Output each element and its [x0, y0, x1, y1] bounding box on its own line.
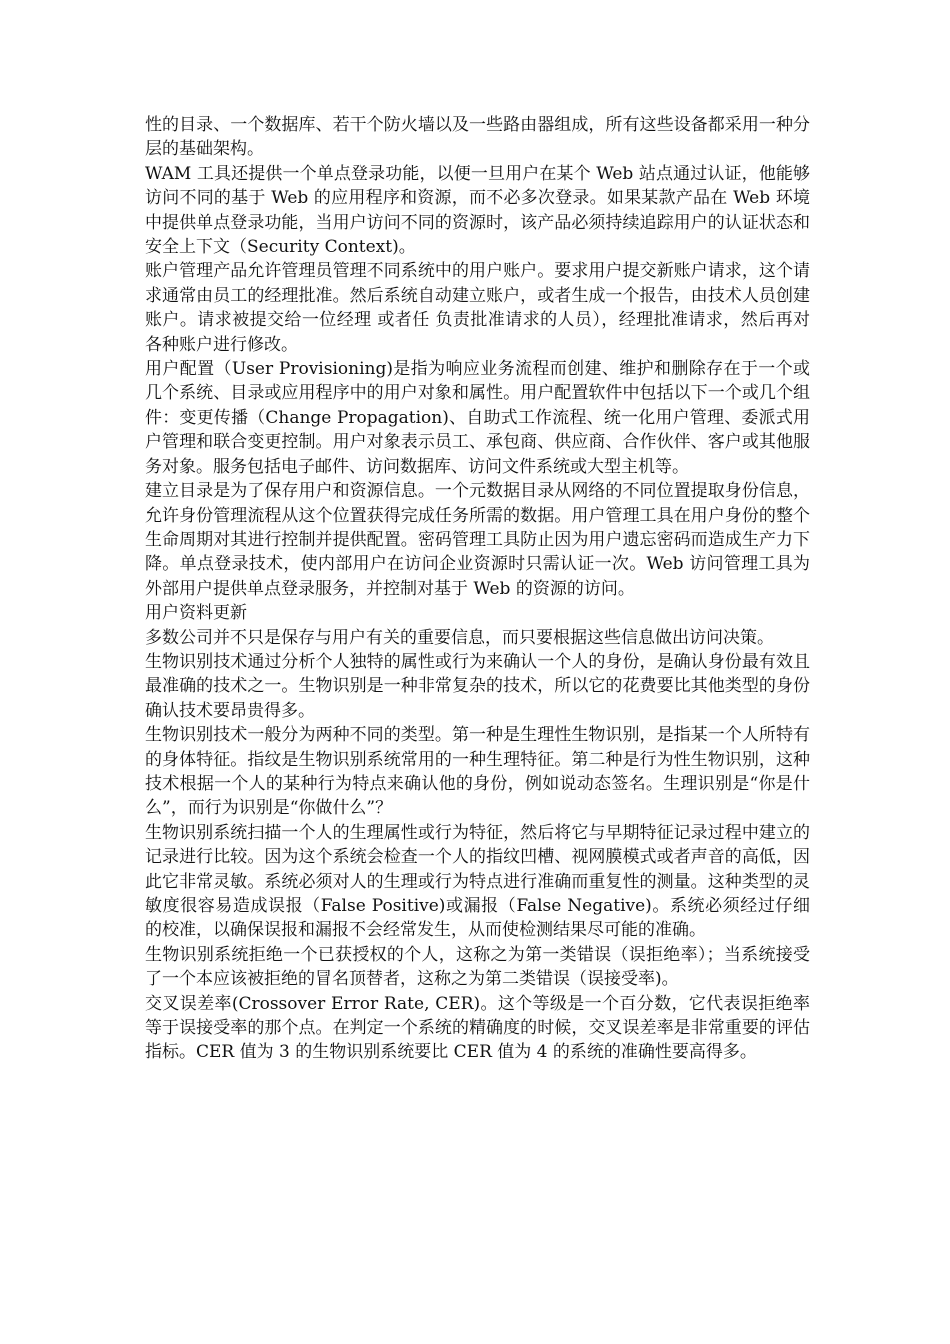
paragraph-wam-sso: WAM 工具还提供一个单点登录功能，以便一旦用户在某个 Web 站点通过认证，他能够访问不同的基于 Web 的应用程序和资源，而不必多次登录。如果某款产品在 Web 环境中提供单点登录功能，当用户访问不同的资源时，该产品必须持续追踪用户的认证状态和安全上下文（Security Context)。 [145, 163, 810, 258]
paragraph-error-types: 生物识别系统拒绝一个已获授权的个人，这称之为第一类错误（误拒绝率）；当系统接受了一个本应该被拒绝的冒名顶替者，这称之为第二类错误（误接受率)。 [145, 944, 810, 990]
paragraph-biometrics-intro: 生物识别技术通过分析个人独特的属性或行为来确认一个人的身份，是确认身份最有效且最准确的技术之一。生物识别是一种非常复杂的技术，所以它的花费要比其他类型的身份确认技术要昂贵得多。 [145, 651, 810, 721]
paragraph-user-provisioning: 用户配置（User Provisioning)是指为响应业务流程而创建、维护和删除存在于一个或几个系统、目录或应用程序中的用户对象和属性。用户配置软件中包括以下一个或几个组件：变更传播（Change Propagation)、自助式工作流程、统一化用户管理、委派式用户管理和联合变更控制。用户对象表示员工、承包商、供应商、合作伙伴、客户或其他服务对象。服务包括电子邮件、访问数据库、访问文件系统或大型主机等。 [145, 359, 810, 477]
paragraph-biometrics-scanning: 生物识别系统扫描一个人的生理属性或行为特征，然后将它与早期特征记录过程中建立的记录进行比较。因为这个系统会检查一个人的指纹凹槽、视网膜模式或者声音的高低，因此它非常灵敏。系统必须对人的生理或行为特点进行准确而重复性的测量。这种类型的灵敏度很容易造成误报（False Positive)或漏报（False Negative)。系统必须经过仔细的校准，以确保误报和漏报不会经常发生，从而使检测结果尽可能的准确。 [145, 822, 810, 941]
paragraph-profile-update: 多数公司并不只是保存与用户有关的重要信息，而只要根据这些信息做出访问决策。 [145, 627, 774, 648]
paragraph-account-management: 账户管理产品允许管理员管理不同系统中的用户账户。要求用户提交新账户请求，这个请求通常由员工的经理批准。然后系统自动建立账户，或者生成一个报告，由技术人员创建账户。请求被提交给一位经理 或者任 负责批准请求的人员），经理批准请求，然后再对各种账户进行修改。 [145, 261, 810, 355]
paragraph-directory: 建立目录是为了保存用户和资源信息。一个元数据目录从网络的不同位置提取身份信息，允许身份管理流程从这个位置获得完成任务所需的数据。用户管理工具在用户身份的整个生命周期对其进行控制并提供配置。密码管理工具防止因为用户遗忘密码而造成生产力下降。单点登录技术，使内部用户在访问企业资源时只需认证一次。Web 访问管理工具为外部用户提供单点登录服务，并控制对基于 Web 的资源的访问。 [145, 481, 810, 599]
paragraph-biometrics-types: 生物识别技术一般分为两种不同的类型。第一种是生理性生物识别，是指某一个人所特有的身体特征。指纹是生物识别系统常用的一种生理特征。第二种是行为性生物识别，这种技术根据一个人的某种行为特点来确认他的身份，例如说动态签名。生理识别是“你是什么”，而行为识别是“你做什么”？ [145, 725, 810, 819]
paragraph-cer: 交叉误差率(Crossover Error Rate, CER)。这个等级是一个百分数，它代表误拒绝率等于误接受率的那个点。在判定一个系统的精确度的时候，交叉误差率是非常重要的评估指标。CER 值为 3 的生物识别系统要比 CER 值为 4 的系统的准确性要高得多。 [145, 993, 810, 1063]
section-heading-profile-update: 用户资料更新 [145, 603, 247, 624]
document-body [145, 113, 810, 1065]
paragraph-architecture: 性的目录、一个数据库、若干个防火墙以及一些路由器组成，所有这些设备都采用一种分层的基础架构。 [145, 115, 810, 160]
